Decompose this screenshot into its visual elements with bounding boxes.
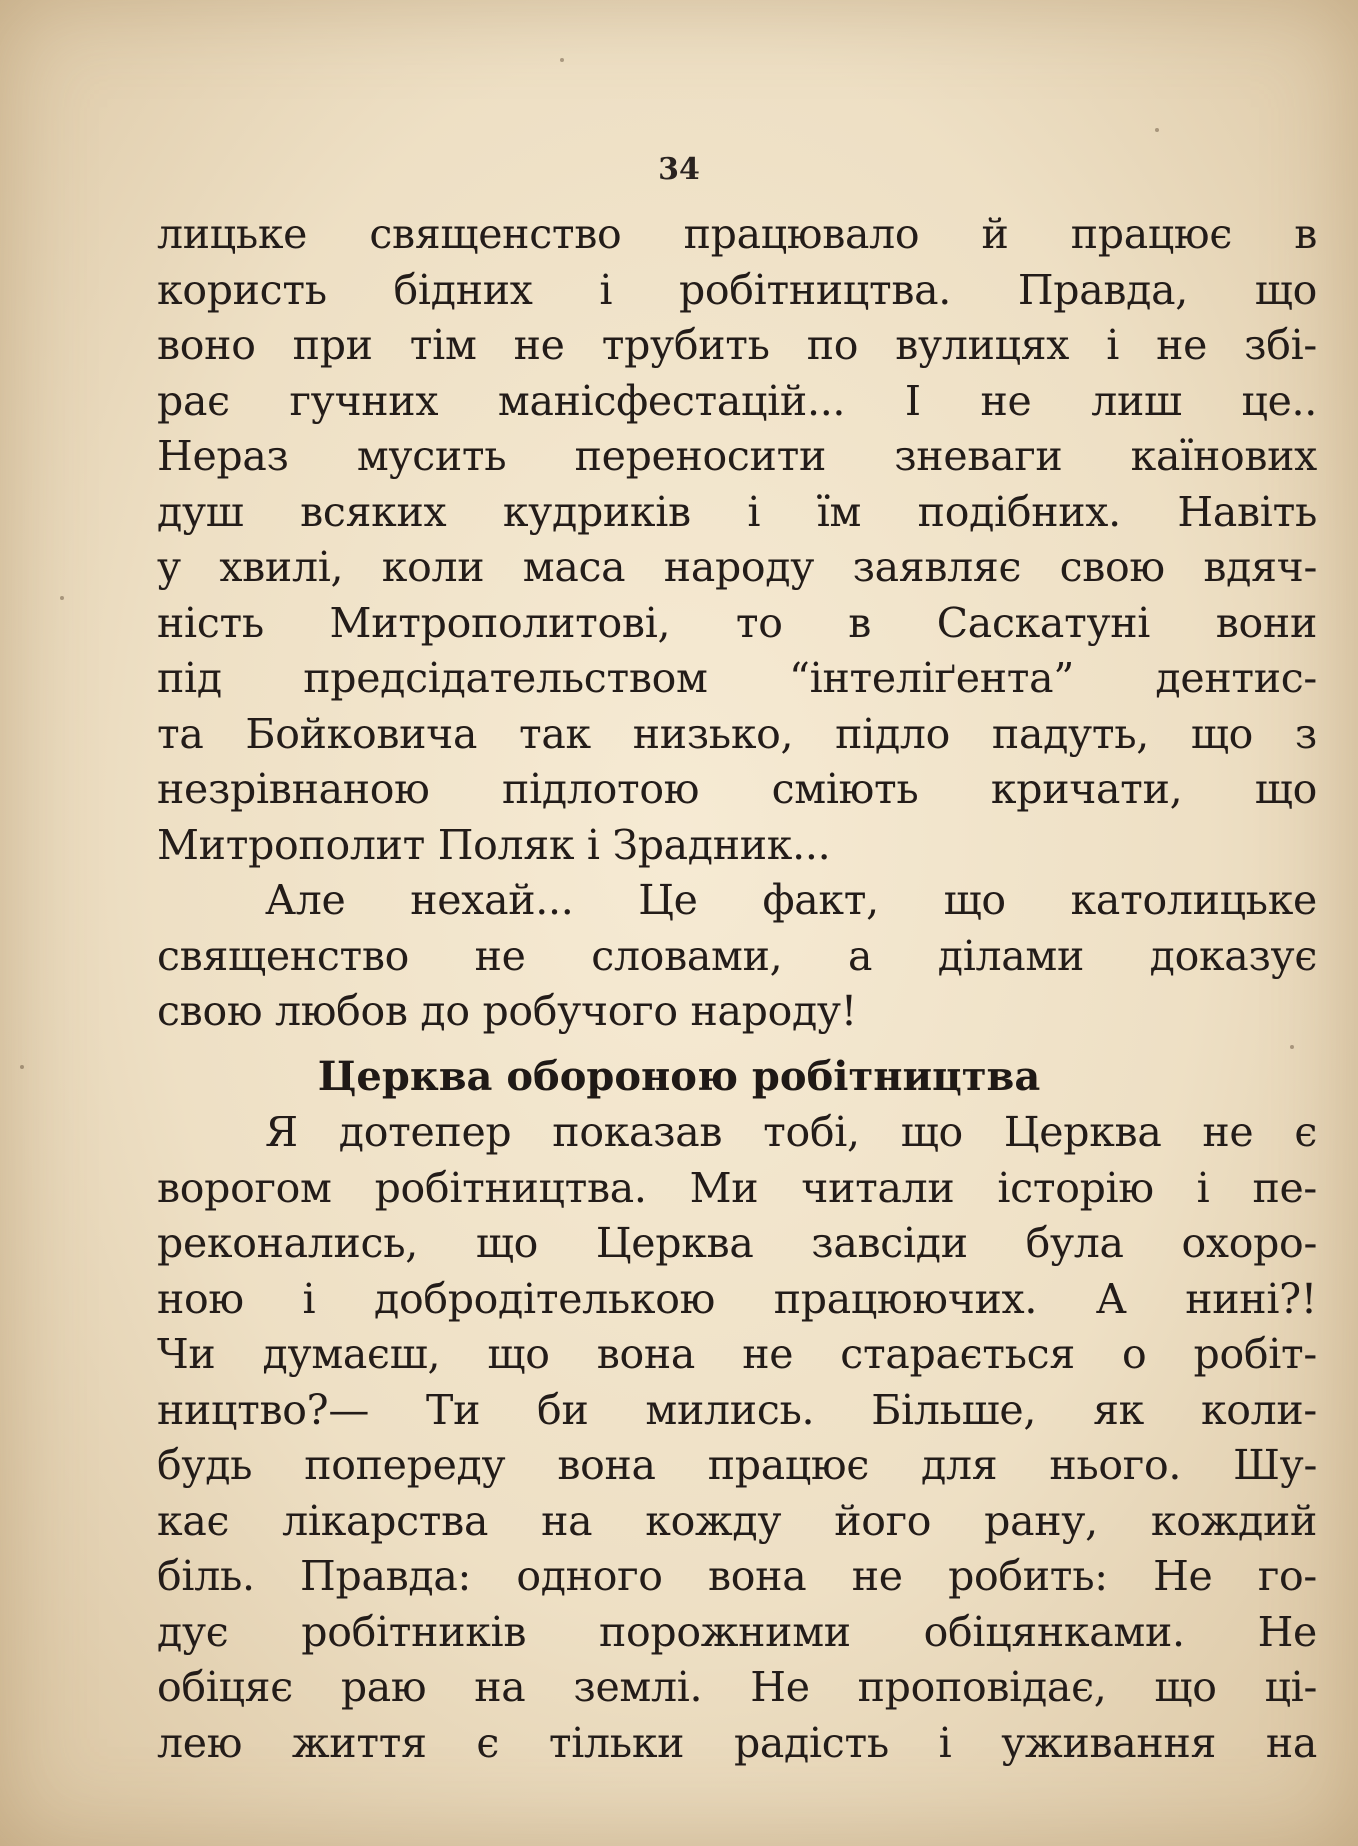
- page-number: 34: [658, 152, 700, 187]
- paragraph-section: [157, 1105, 1317, 1771]
- paper-speck: [60, 596, 64, 600]
- text-line: користь бідних і робітництва. Правда, що: [157, 265, 1317, 314]
- text-line: Я дотепер показав тобі, що Церква не є: [265, 1108, 1317, 1156]
- text-line: будь попереду вона працює для нього. Шу-: [157, 1441, 1317, 1489]
- text-line: ворогом робітництва. Ми читали історію і пе-: [157, 1163, 1317, 1212]
- text-line: дує робітників порожними обіцянками. Не: [157, 1607, 1317, 1656]
- text-line: священство не словами, а ділами доказує: [157, 931, 1317, 980]
- section-heading: Церква обороною робітництва: [317, 1053, 1041, 1100]
- text-line: ність Митрополитові, то в Саскатуні вони: [157, 598, 1317, 647]
- text-line: кає лікарства на кожду його рану, кождий: [157, 1496, 1317, 1545]
- text-line: Чи думаєш, що вона не старається о робіт-: [157, 1330, 1317, 1378]
- text-line: незрівнаною підлотою сміють кричати, що: [157, 765, 1317, 813]
- text-line: реконались, що Церква завсіди була охоро-: [157, 1219, 1317, 1267]
- text-line: свою любов до робучого народу!: [157, 987, 857, 1035]
- text-line: Але нехай... Це факт, що католицьке: [265, 876, 1317, 924]
- text-line: воно при тім не трубить по вулицях і не збі-: [157, 321, 1317, 369]
- paper-speck: [1155, 128, 1159, 132]
- text-line: ництво?— Ти би мились. Більше, як коли-: [157, 1385, 1317, 1434]
- text-line: Нераз мусить переносити зневаги каїнових: [157, 432, 1317, 480]
- text-line: ною і добродітелькою працюючих. А нині?!: [157, 1274, 1317, 1323]
- text-line: лицьке священство працювало й працює в: [157, 210, 1317, 258]
- text-line: душ всяких кудриків і їм подібних. Навіть: [157, 487, 1317, 536]
- paper-speck: [560, 58, 564, 62]
- text-line: Митрополит Поляк і Зрадник...: [157, 820, 831, 869]
- text-line: під предсідательством “інтеліґента” дентис-: [157, 654, 1317, 702]
- text-line: рає гучних манісфестацій... І не лиш це..: [157, 376, 1317, 425]
- text-line: у хвилі, коли маса народу заявляє свою вдяч-: [157, 543, 1317, 591]
- paragraph-continued: [157, 207, 1317, 1040]
- text-line: біль. Правда: одного вона не робить: Не го-: [157, 1552, 1317, 1600]
- text-line: обіцяє раю на землі. Не проповідає, що ці-: [157, 1663, 1317, 1711]
- text-line: лею життя є тільки радість і уживання на: [157, 1718, 1317, 1767]
- text-line: та Бойковича так низько, підло падуть, що з: [157, 709, 1317, 758]
